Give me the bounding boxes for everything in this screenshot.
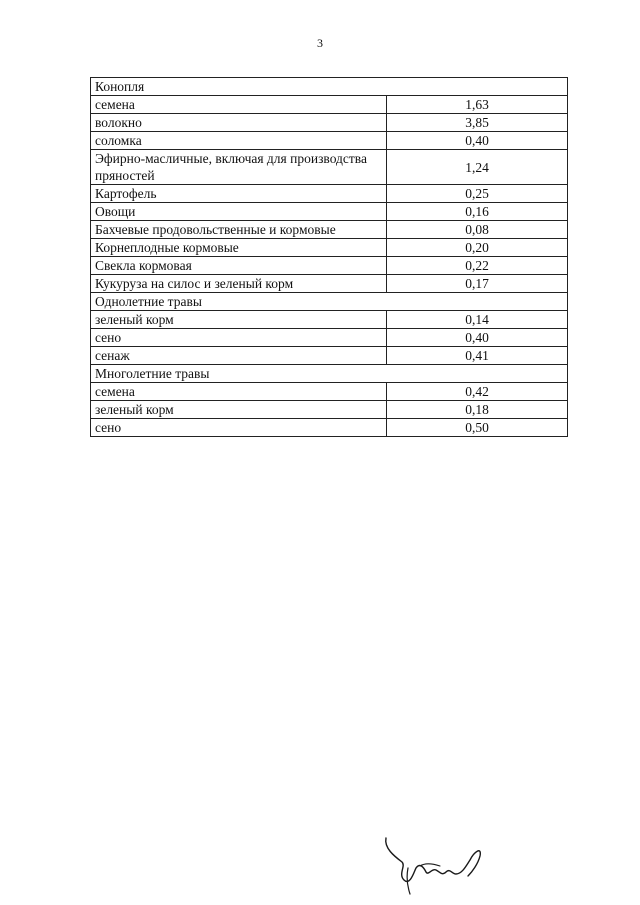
rate-value-cell: 0,42 [387, 383, 568, 401]
page-number: 3 [317, 36, 323, 50]
crop-name-cell: Корнеплодные кормовые [91, 239, 387, 257]
rate-value-cell: 0,08 [387, 221, 568, 239]
crop-name-cell: зеленый корм [91, 401, 387, 419]
crop-name-cell: семена [91, 96, 387, 114]
table-row [91, 347, 568, 365]
table-row [91, 275, 568, 293]
rate-value-cell: 1,24 [387, 150, 568, 185]
crop-name-cell: семена [91, 383, 387, 401]
rate-value-cell: 0,16 [387, 203, 568, 221]
group-heading: Конопля [91, 78, 568, 96]
group-heading: Многолетние травы [91, 365, 568, 383]
rate-value-cell: 0,40 [387, 132, 568, 150]
rate-value-cell: 0,14 [387, 311, 568, 329]
table-row [91, 185, 568, 203]
crop-name-cell: зеленый корм [91, 311, 387, 329]
crop-name-cell: сено [91, 419, 387, 437]
crop-name-cell: Бахчевые продовольственные и кормовые [91, 221, 387, 239]
table-row [91, 383, 568, 401]
table-row [91, 401, 568, 419]
rate-value-cell: 0,50 [387, 419, 568, 437]
table-row [91, 114, 568, 132]
crop-rates-table [90, 77, 568, 437]
table-row [91, 221, 568, 239]
rate-value-cell: 0,17 [387, 275, 568, 293]
rate-value-cell: 0,41 [387, 347, 568, 365]
crop-name-cell: сено [91, 329, 387, 347]
handwritten-signature [380, 828, 490, 898]
table-row [91, 150, 568, 185]
table-group-row [91, 293, 568, 311]
rate-value-cell: 0,20 [387, 239, 568, 257]
group-heading: Однолетние травы [91, 293, 568, 311]
table-row [91, 311, 568, 329]
table-row [91, 329, 568, 347]
table-row [91, 257, 568, 275]
rate-value-cell: 3,85 [387, 114, 568, 132]
table-row [91, 132, 568, 150]
crop-name-cell: сенаж [91, 347, 387, 365]
crop-name-cell: Свекла кормовая [91, 257, 387, 275]
table-row [91, 203, 568, 221]
table-row [91, 419, 568, 437]
rate-value-cell: 0,22 [387, 257, 568, 275]
table-row [91, 239, 568, 257]
table-group-row [91, 78, 568, 96]
rate-value-cell: 0,40 [387, 329, 568, 347]
crop-rates-table-body [91, 78, 568, 437]
crop-name-cell: Овощи [91, 203, 387, 221]
crop-name-cell: Кукуруза на силос и зеленый корм [91, 275, 387, 293]
crop-name-cell: Картофель [91, 185, 387, 203]
table-row [91, 96, 568, 114]
crop-name-cell: Эфирно-масличные, включая для производства пряностей [91, 150, 387, 185]
crop-name-cell: волокно [91, 114, 387, 132]
crop-name-cell: соломка [91, 132, 387, 150]
rate-value-cell: 0,25 [387, 185, 568, 203]
table-group-row [91, 365, 568, 383]
rate-value-cell: 0,18 [387, 401, 568, 419]
rate-value-cell: 1,63 [387, 96, 568, 114]
